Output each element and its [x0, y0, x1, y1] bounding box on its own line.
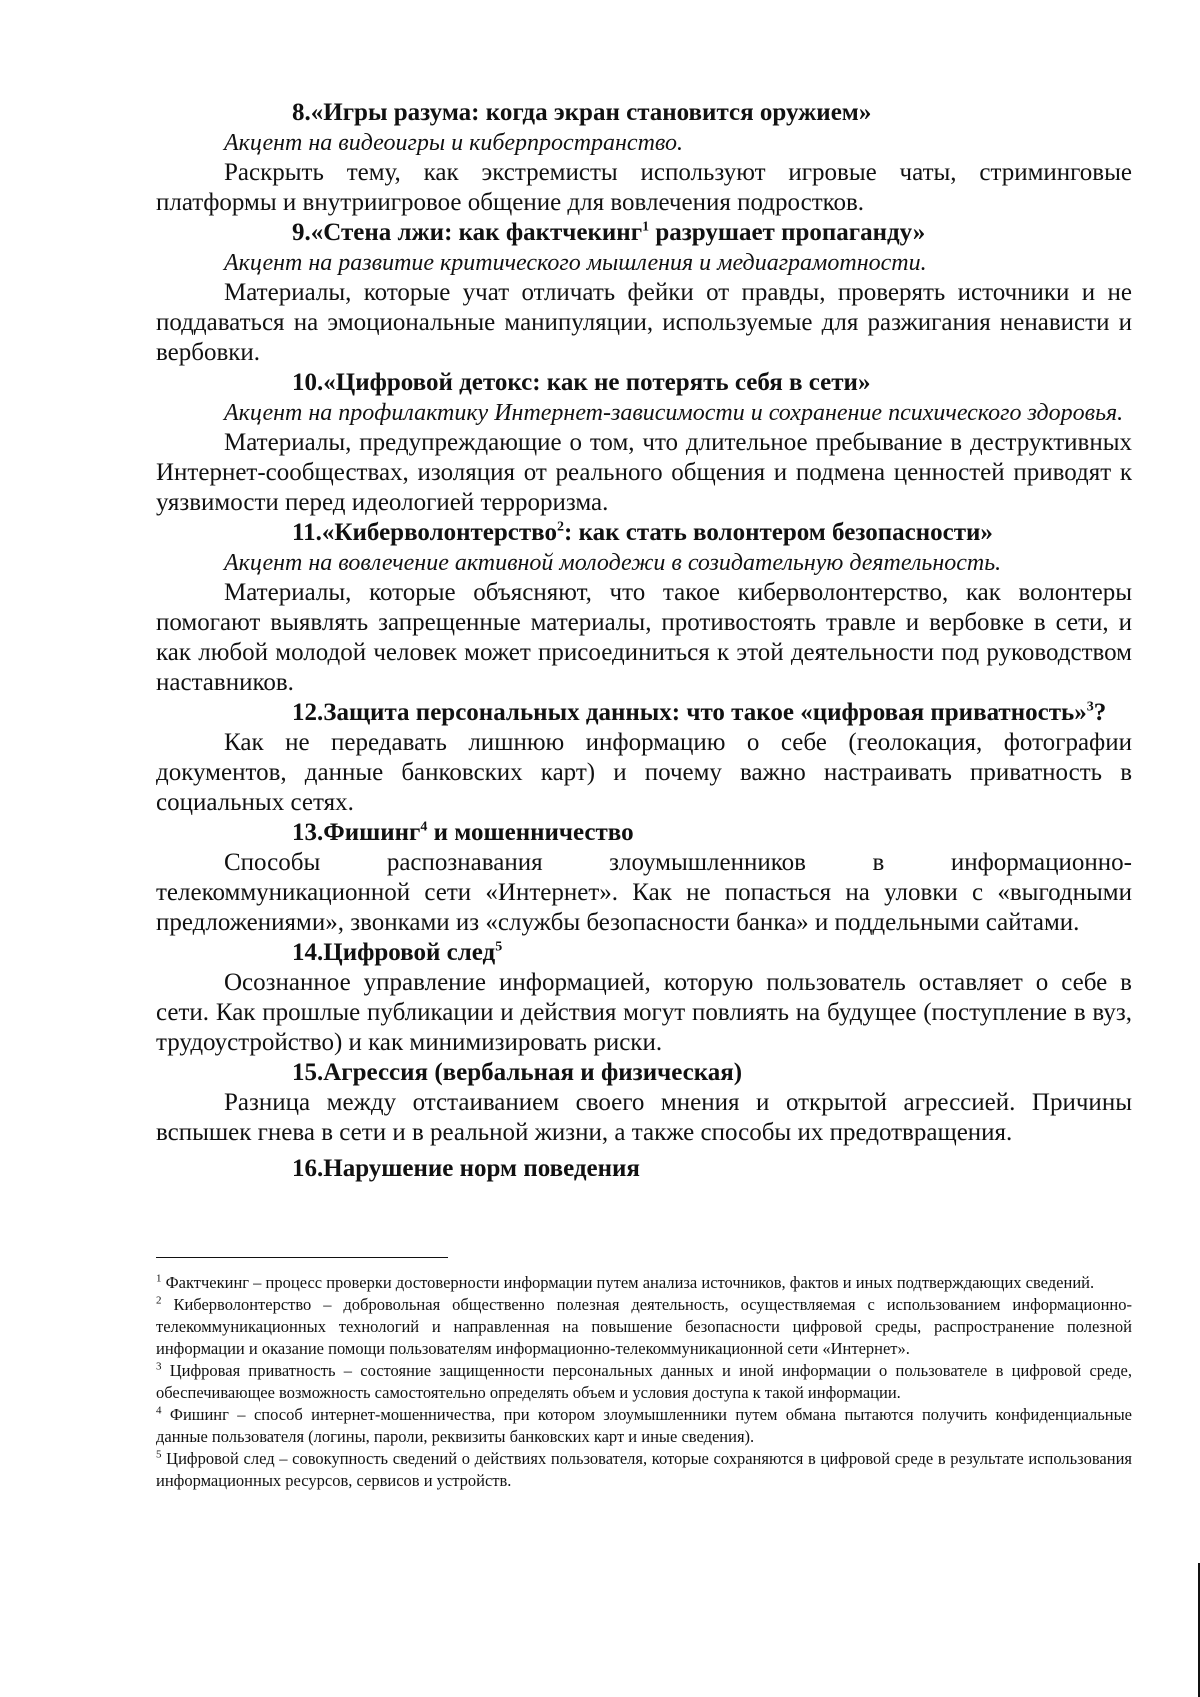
footnote — [156, 1360, 1132, 1404]
section-heading — [156, 698, 1132, 728]
section-number: 16. — [292, 1155, 324, 1182]
section-heading — [156, 938, 1132, 968]
section-title: Защита персональных данных: что такое «цифровая приватность» — [323, 699, 1087, 726]
section-number: 10. — [292, 369, 324, 396]
section-number: 15. — [292, 1059, 324, 1086]
footnote-ref: 2 — [557, 519, 564, 535]
section-heading — [156, 368, 1132, 398]
footnote-text: Киберволонтерство – добровольная общественно полезная деятельность, осуществляемая с использованием информационно-телекоммуникационных технологий и направленная на повышение безопасности цифровой среды, распространение полезной информации и оказание помощи пользователям информационно-телекоммуникационной сети «Интернет». — [156, 1295, 1132, 1358]
section-body: Как не передавать лишнюю информацию о себе (геолокация, фотографии документов, данные банковских карт) и почему важно настраивать приватность в социальных сетях. — [156, 729, 1132, 816]
footnote — [156, 1272, 1132, 1294]
footnote-ref: 5 — [495, 939, 503, 955]
section-heading — [156, 1154, 1132, 1184]
section-number: 13. — [292, 819, 324, 846]
section-title: «Игры разума: когда экран становится оружием» — [310, 99, 872, 126]
section-accent: Акцент на видеоигры и киберпространство. — [224, 130, 684, 156]
section-accent: Акцент на вовлечение активной молодежи в созидательную деятельность. — [224, 550, 1002, 576]
section-body: Способы распознавания злоумышленников в информационно-телекоммуникационной сети «Интернет». Как не попасться на уловки с «выгодными предложениями», звонками из «службы безопасности банка» и поддельными сайтами. — [156, 849, 1132, 936]
footnote-mark: 2 — [156, 1294, 162, 1307]
footnote-separator — [156, 1257, 448, 1258]
section-body: Разница между отстаиванием своего мнения и открытой агрессией. Причины вспышек гнева в сети и в реальной жизни, а также способы их предотвращения. — [156, 1089, 1132, 1146]
section-title-cont: ? — [1093, 699, 1107, 726]
section-title: Нарушение норм поведения — [323, 1155, 640, 1182]
section-body: Материалы, которые учат отличать фейки от правды, проверять источники и не поддаваться на эмоциональные манипуляции, используемые для разжигания ненависти и вербовки. — [156, 279, 1132, 366]
section-heading — [156, 518, 1132, 548]
section-title: «Цифровой детокс: как не потерять себя в сети» — [323, 369, 871, 396]
section-number: 9. — [292, 219, 311, 246]
section-heading — [156, 818, 1132, 848]
footnote-mark: 3 — [156, 1360, 162, 1373]
section-title: Фишинг — [323, 819, 421, 846]
footnote-mark: 4 — [156, 1404, 162, 1417]
section-title-cont: : как стать волонтером безопасности» — [564, 519, 993, 546]
footnote-text: Цифровая приватность – состояние защищенности персональных данных и иной информации о пользователе в цифровой среде, обеспечивающее возможность самостоятельно определять объем и условия доступа к такой информации. — [156, 1361, 1132, 1402]
footnote — [156, 1404, 1132, 1448]
footnote-ref: 4 — [420, 819, 428, 835]
footnote-mark: 1 — [156, 1272, 162, 1285]
section-number: 12. — [292, 699, 324, 726]
footnote-ref: 3 — [1086, 699, 1094, 715]
footnote-text: Цифровой след – совокупность сведений о действиях пользователя, которые сохраняются в цифровой среде в результате использования информационных ресурсов, сервисов и устройств. — [156, 1449, 1132, 1490]
section-number: 14. — [292, 939, 324, 966]
section-accent: Акцент на развитие критического мышления и медиаграмотности. — [224, 250, 927, 276]
footnotes — [156, 1257, 1132, 1492]
section-body: Раскрыть тему, как экстремисты используют игровые чаты, стриминговые платформы и внутриигровое общение для вовлечения подростков. — [156, 159, 1132, 216]
section-title: «Киберволонтерство — [321, 519, 557, 546]
footnote-ref: 1 — [642, 219, 650, 235]
section-title-cont: разрушает пропаганду» — [649, 219, 926, 246]
section-title: Цифровой след — [323, 939, 496, 966]
section-body: Материалы, которые объясняют, что такое киберволонтерство, как волонтеры помогают выявлять запрещенные материалы, противостоять травле и вербовке в сети, и как любой молодой человек может присоединиться к этой деятельности под руководством наставников. — [156, 579, 1132, 696]
section-number: 8. — [292, 99, 311, 126]
section-heading — [156, 1058, 1132, 1088]
section-title: «Стена лжи: как фактчекинг — [310, 219, 643, 246]
section-heading — [156, 98, 1132, 128]
footnote — [156, 1448, 1132, 1492]
section-heading — [156, 218, 1132, 248]
section-number: 11. — [292, 519, 322, 546]
main-text — [156, 98, 1132, 1184]
section-title-cont: и мошенничество — [427, 819, 634, 846]
footnote-text: Фишинг – способ интернет-мошенничества, при котором злоумышленники путем обмана пытаются получить конфиденциальные данные пользователя (логины, пароли, реквизиты банковских карт и иные сведения). — [156, 1405, 1133, 1446]
section-body: Материалы, предупреждающие о том, что длительное пребывание в деструктивных Интернет-сообществах, изоляция от реального общения и подмена ценностей приводят к уязвимости перед идеологией терроризма. — [156, 429, 1132, 516]
footnote-mark: 5 — [156, 1448, 162, 1461]
section-accent: Акцент на профилактику Интернет-зависимости и сохранение психического здоровья. — [224, 400, 1124, 426]
footnote-text: Фактчекинг – процесс проверки достоверности информации путем анализа источников, фактов и иных подтверждающих сведений. — [165, 1273, 1095, 1292]
section-body: Осознанное управление информацией, которую пользователь оставляет о себе в сети. Как прошлые публикации и действия могут повлиять на будущее (поступление в вуз, трудоустройство) и как минимизировать риски. — [156, 969, 1132, 1056]
footnote — [156, 1294, 1132, 1360]
section-title: Агрессия (вербальная и физическая) — [323, 1059, 743, 1086]
